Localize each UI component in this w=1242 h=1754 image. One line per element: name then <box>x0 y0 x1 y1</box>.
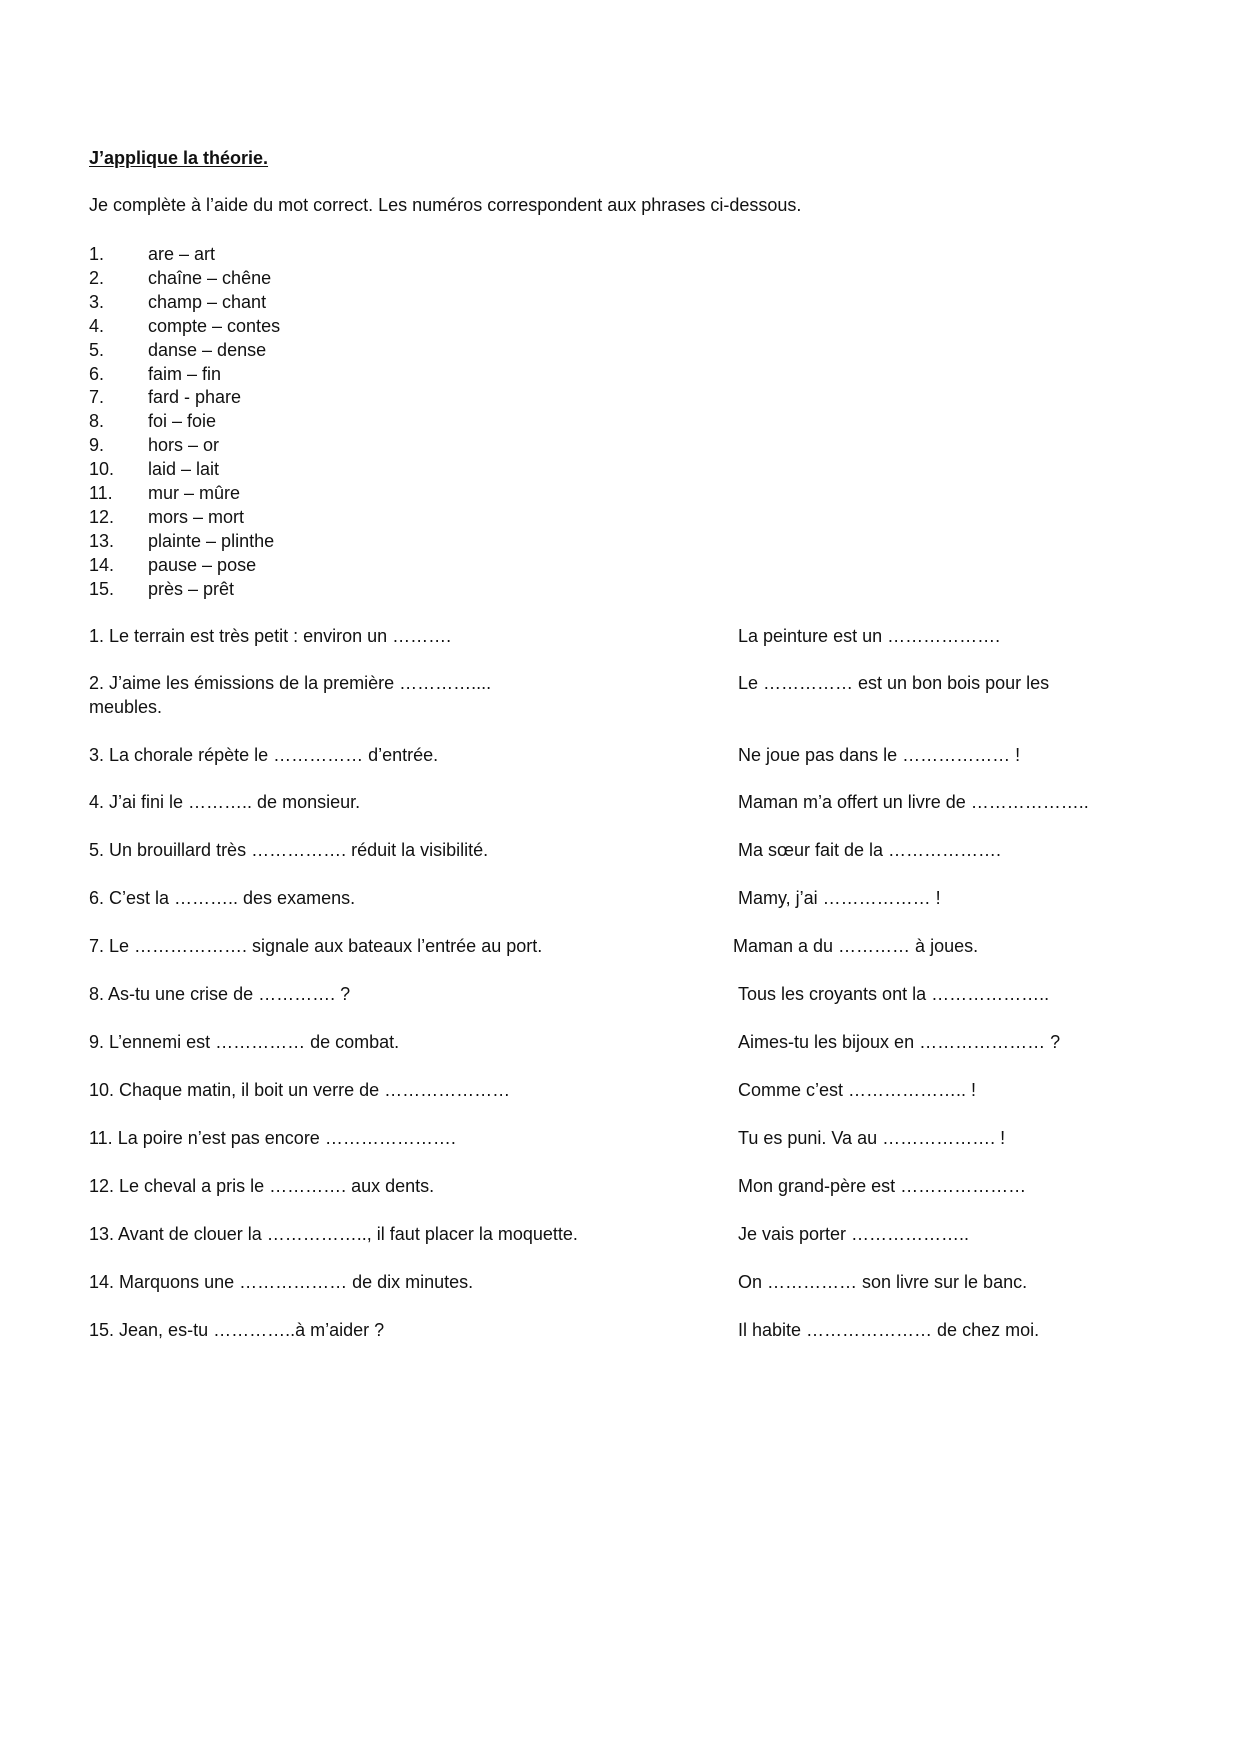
sentence-left: 11. La poire n’est pas encore …………………. <box>89 1128 456 1148</box>
sentence-left: 14. Marquons une ……………… de dix minutes. <box>89 1272 474 1292</box>
word-pair-number: 1. <box>89 244 105 264</box>
sentence-right: Je vais porter ……………….. <box>738 1224 970 1244</box>
sentence-right: Maman m’a offert un livre de ……………….. <box>738 792 1089 812</box>
word-pair-item <box>89 315 280 339</box>
sentence-right: Maman a du ………… à joues. <box>733 936 979 956</box>
word-pair-text: mors – mort <box>148 506 245 527</box>
word-pair-item <box>89 506 280 530</box>
page-title: J’applique la théorie. <box>89 148 269 168</box>
word-pair-text: pause – pose <box>148 554 257 575</box>
sentence-left: 6. C’est la ……….. des examens. <box>89 888 356 908</box>
word-pair-text: laid – lait <box>148 459 220 480</box>
word-pair-item <box>89 410 280 434</box>
word-pair-item <box>89 291 280 315</box>
word-pair-item <box>89 530 280 554</box>
word-pair-item <box>89 243 280 267</box>
sentence-right: Il habite ………………… de chez moi. <box>738 1320 1040 1340</box>
word-pair-text: près – prêt <box>148 578 235 599</box>
sentence-right: Ne joue pas dans le ……………… ! <box>738 745 1021 765</box>
sentence-left: 12. Le cheval a pris le …………. aux dents. <box>89 1176 435 1196</box>
sentence-right: Aimes-tu les bijoux en ………………… ? <box>738 1032 1061 1052</box>
sentence-right: La peinture est un ………………. <box>738 626 1001 646</box>
word-pair-number: 3. <box>89 291 105 312</box>
word-pair-number: 2. <box>89 267 105 288</box>
word-pair-number: 5. <box>89 339 105 360</box>
word-pair-item <box>89 386 280 410</box>
word-pair-text: mur – mûre <box>148 483 241 504</box>
word-pair-number: 15. <box>89 578 115 599</box>
word-pair-text: faim – fin <box>148 363 222 384</box>
word-pair-text: danse – dense <box>148 339 267 360</box>
sentence-left: 8. As-tu une crise de …………. ? <box>89 984 351 1004</box>
sentence-left: 5. Un brouillard très ……………. réduit la visibilité. <box>89 840 489 860</box>
word-pair-text: are – art <box>148 244 216 264</box>
word-pair-text: champ – chant <box>148 291 267 312</box>
sentence-left: 7. Le ………………. signale aux bateaux l’entrée au port. <box>89 936 543 956</box>
word-pair-item <box>89 482 280 506</box>
sentence-left: 1. Le terrain est très petit : environ un ………. <box>89 626 452 646</box>
word-pair-number: 8. <box>89 411 105 432</box>
sentence-right: Mamy, j’ai ……………… ! <box>738 888 941 908</box>
sentence-right: Le …………… est un bon bois pour les <box>738 673 1050 693</box>
sentence-left-line-1: 2. J’aime les émissions de la première ………….... <box>89 673 492 693</box>
sentence-left: 3. La chorale répète le …………… d’entrée. <box>89 745 439 765</box>
sentence-right: Mon grand-père est ………………… <box>738 1176 1027 1196</box>
word-pair-text: foi – foie <box>148 411 217 432</box>
word-pair-text: plainte – plinthe <box>148 530 275 551</box>
word-pair-number: 12. <box>89 506 115 527</box>
word-pair-item <box>89 434 280 458</box>
word-pair-text: hors – or <box>148 435 220 456</box>
word-pair-number: 11. <box>89 483 113 504</box>
word-pair-text: compte – contes <box>148 315 281 336</box>
sentence-left: 9. L’ennemi est …………… de combat. <box>89 1032 400 1052</box>
sentence-right: Comme c’est ……………….. ! <box>738 1080 977 1100</box>
word-pair-item <box>89 458 280 482</box>
sentence-left <box>89 671 649 719</box>
word-pair-text: chaîne – chêne <box>148 267 272 288</box>
sentence-right: Ma sœur fait de la ………………. <box>738 840 1002 860</box>
sentence-left: 15. Jean, es-tu …………..à m’aider ? <box>89 1320 385 1340</box>
word-pair-item <box>89 554 280 578</box>
word-pair-item <box>89 363 280 387</box>
word-pair-text: fard - phare <box>148 387 242 408</box>
instruction-text: Je complète à l’aide du mot correct. Les numéros correspondent aux phrases ci-dessous. <box>89 195 802 215</box>
word-pair-number: 10. <box>89 459 115 480</box>
sentence-left: 4. J’ai fini le ……….. de monsieur. <box>89 792 361 812</box>
sentence-right: On …………… son livre sur le banc. <box>738 1272 1028 1292</box>
sentence-left: 13. Avant de clouer la …………….., il faut placer la moquette. <box>89 1224 578 1244</box>
word-pair-number: 7. <box>89 387 105 408</box>
word-pair-number: 4. <box>89 315 105 336</box>
word-pair-item <box>89 267 280 291</box>
word-pair-item <box>89 578 280 602</box>
word-pair-number: 9. <box>89 435 105 456</box>
word-pair-item <box>89 339 280 363</box>
word-pair-number: 6. <box>89 363 105 384</box>
word-pair-number: 14. <box>89 554 115 575</box>
word-pair-number: 13. <box>89 530 115 551</box>
word-pair-list <box>89 243 280 602</box>
sentence-left-line-2: meubles. <box>89 697 163 717</box>
sentence-right: Tous les croyants ont la ……………….. <box>738 984 1050 1004</box>
sentence-left: 10. Chaque matin, il boit un verre de ………………… <box>89 1080 511 1100</box>
sentence-right: Tu es puni. Va au ………………. ! <box>738 1128 1006 1148</box>
